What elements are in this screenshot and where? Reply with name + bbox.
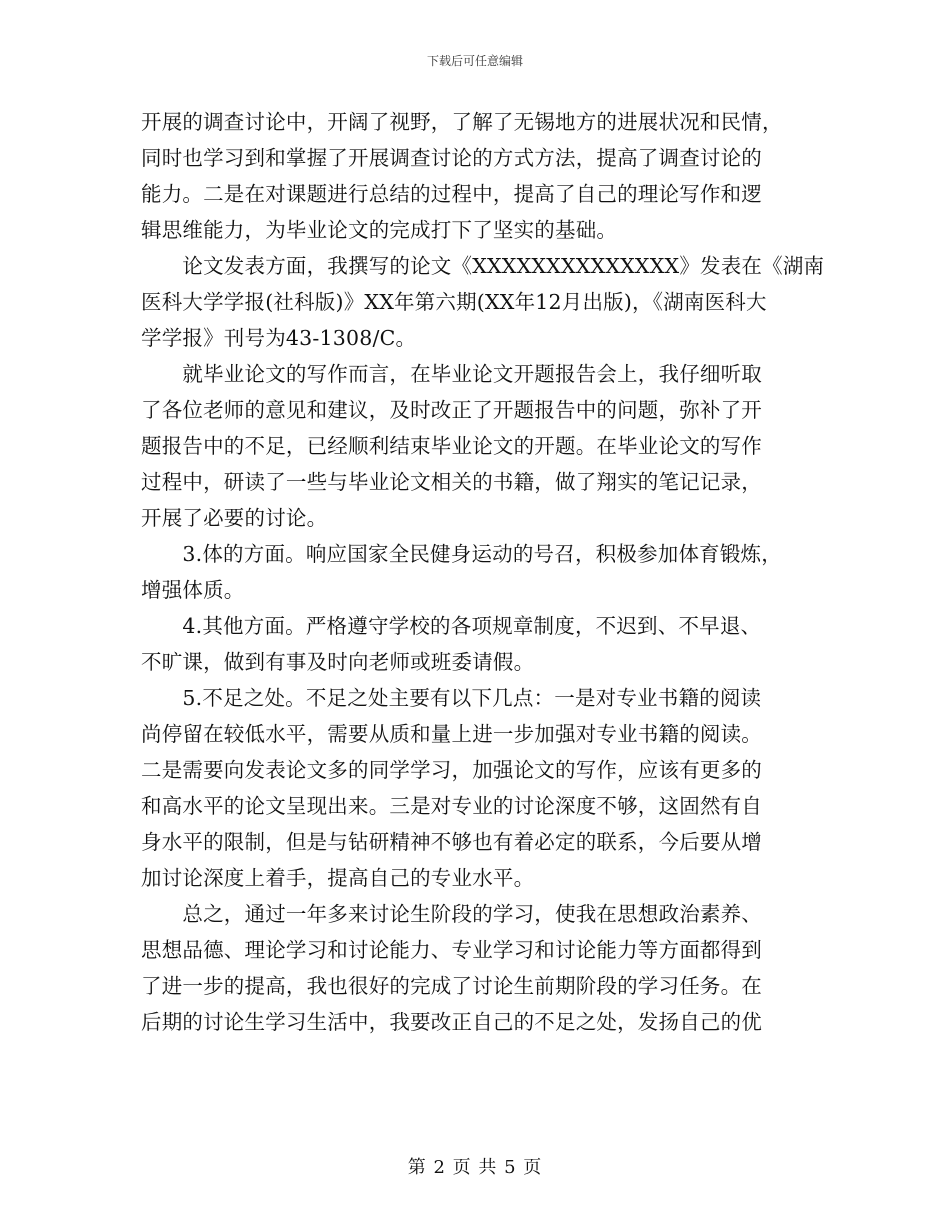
text-line: 就毕业论文的写作而言，在毕业论文开题报告会上，我仔细听取 — [141, 362, 762, 386]
text-line: 了各位老师的意见和建议，及时改正了开题报告中的问题，弥补了开 — [141, 398, 762, 422]
text-line: 总之，通过一年多来讨论生阶段的学习，使我在思想政治素养、 — [141, 902, 762, 926]
text-line: 论文发表方面，我撰写的论文《XXXXXXXXXXXXXX》发表在《湖南 — [141, 254, 825, 278]
text-line: 能力。二是在对课题进行总结的过程中，提高了自己的理论写作和逻 — [141, 182, 762, 206]
text-line: 身水平的限制，但是与钻研精神不够也有着必定的联系，今后要从增 — [141, 830, 762, 854]
text-line: 二是需要向发表论文多的同学学习，加强论文的写作，应该有更多的 — [141, 758, 762, 782]
text-line: 尚停留在较低水平，需要从质和量上进一步加强对专业书籍的阅读。 — [141, 722, 762, 746]
text-line: 不旷课，做到有事及时向老师或班委请假。 — [141, 650, 535, 674]
text-line: 开展了必要的讨论。 — [141, 506, 328, 530]
document-body — [141, 104, 825, 1040]
text-line: 和高水平的论文呈现出来。三是对专业的讨论深度不够，这固然有自 — [141, 794, 762, 818]
text-line: 开展的调查讨论中，开阔了视野，了解了无锡地方的进展状况和民情， — [141, 110, 783, 134]
text-line: 题报告中的不足，已经顺利结束毕业论文的开题。在毕业论文的写作 — [141, 434, 762, 458]
text-line: 后期的讨论生学习生活中，我要改正自己的不足之处，发扬自己的优 — [141, 1010, 762, 1034]
text-line: 了进一步的提高，我也很好的完成了讨论生前期阶段的学习任务。在 — [141, 974, 762, 998]
text-line: 同时也学习到和掌握了开展调查讨论的方式方法，提高了调查讨论的 — [141, 146, 762, 170]
text-line: 4.其他方面。严格遵守学校的各项规章制度，不迟到、不早退、 — [141, 614, 762, 638]
text-line: 学学报》刊号为43-1308/C。 — [141, 326, 417, 350]
text-line: 过程中，研读了一些与毕业论文相关的书籍，做了翔实的笔记记录， — [141, 470, 762, 494]
text-line: 思想品德、理论学习和讨论能力、专业学习和讨论能力等方面都得到 — [141, 938, 762, 962]
text-line: 医科大学学报(社科版)》XX年第六期(XX年12月出版)，《湖南医科大 — [141, 290, 767, 314]
page-footer: 第 2 页 共 5 页 — [407, 1157, 543, 1178]
text-line: 3.体的方面。响应国家全民健身运动的号召，积极参加体育锻炼， — [141, 542, 782, 566]
page-header: 下载后可任意编辑 — [426, 54, 523, 68]
text-line: 增强体质。 — [141, 578, 245, 602]
text-line: 辑思维能力，为毕业论文的完成打下了坚实的基础。 — [141, 218, 618, 242]
text-line: 5.不足之处。不足之处主要有以下几点：一是对专业书籍的阅读 — [141, 686, 762, 710]
text-line: 加讨论深度上着手，提高自己的专业水平。 — [141, 866, 535, 890]
